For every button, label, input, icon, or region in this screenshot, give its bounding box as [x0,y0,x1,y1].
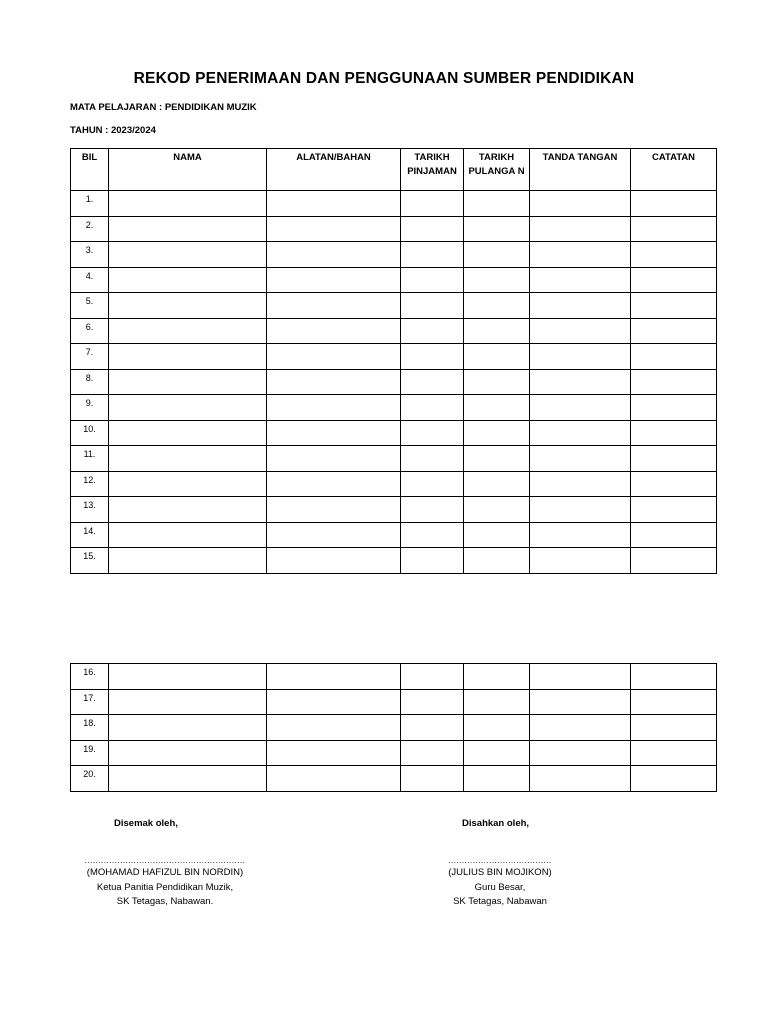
tarikh-pulangan-cell [464,446,530,472]
tarikh-pulangan-cell [464,216,530,242]
nama-cell [109,216,267,242]
approved-by-signature-line: ...................................... [448,856,552,865]
catatan-cell [631,191,717,217]
alatan-bahan-cell [267,689,401,715]
tanda-tangan-cell [530,318,631,344]
alatan-bahan-cell [267,267,401,293]
table-row [71,689,717,715]
table-row [71,344,717,370]
row-number: 16. [71,664,109,690]
alatan-bahan-cell [267,216,401,242]
table-row [71,522,717,548]
header-tarikh-pinjaman: TARIKH PINJAMAN [401,149,464,191]
tarikh-pulangan-cell [464,471,530,497]
catatan-cell [631,395,717,421]
tanda-tangan-cell [530,344,631,370]
table-row [71,420,717,446]
header-nama: NAMA [109,149,267,191]
document-title: REKOD PENERIMAAN DAN PENGGUNAAN SUMBER PENDIDIKAN [133,70,635,87]
alatan-bahan-cell [267,395,401,421]
tarikh-pulangan-cell [464,395,530,421]
tanda-tangan-cell [530,548,631,574]
alatan-bahan-cell [267,191,401,217]
alatan-bahan-cell [267,522,401,548]
tanda-tangan-cell [530,369,631,395]
tarikh-pinjaman-cell [401,395,464,421]
tanda-tangan-cell [530,766,631,792]
header-tarikh-pulangan: TARIKH PULANGA N [464,149,530,191]
table-row [71,293,717,319]
tanda-tangan-cell [530,446,631,472]
record-table-part-1 [70,148,717,574]
tarikh-pulangan-cell [464,344,530,370]
nama-cell [109,191,267,217]
tarikh-pulangan-cell [464,293,530,319]
table-row [71,715,717,741]
row-number: 20. [71,766,109,792]
catatan-cell [631,548,717,574]
tarikh-pulangan-cell [464,689,530,715]
row-number: 8. [71,369,109,395]
tanda-tangan-cell [530,267,631,293]
row-number: 14. [71,522,109,548]
alatan-bahan-cell [267,715,401,741]
record-table-part-2 [70,663,717,792]
tarikh-pinjaman-cell [401,522,464,548]
row-number: 9. [71,395,109,421]
tanda-tangan-cell [530,664,631,690]
alatan-bahan-cell [267,664,401,690]
alatan-bahan-cell [267,420,401,446]
catatan-cell [631,766,717,792]
table-row [71,664,717,690]
alatan-bahan-cell [267,446,401,472]
tarikh-pinjaman-cell [401,191,464,217]
tarikh-pinjaman-cell [401,420,464,446]
approved-by-heading: Disahkan oleh, [462,818,530,829]
tanda-tangan-cell [530,216,631,242]
tanda-tangan-cell [530,522,631,548]
catatan-cell [631,344,717,370]
table-row [71,766,717,792]
nama-cell [109,664,267,690]
tarikh-pinjaman-cell [401,293,464,319]
tanda-tangan-cell [530,471,631,497]
approved-by-position: Guru Besar, [474,881,526,893]
nama-cell [109,766,267,792]
checked-by-signature-line: ........................................................... [84,856,246,865]
row-number: 12. [71,471,109,497]
catatan-cell [631,293,717,319]
catatan-cell [631,216,717,242]
tarikh-pinjaman-cell [401,344,464,370]
tarikh-pinjaman-cell [401,766,464,792]
alatan-bahan-cell [267,548,401,574]
tarikh-pinjaman-cell [401,267,464,293]
row-number: 7. [71,344,109,370]
alatan-bahan-cell [267,497,401,523]
catatan-cell [631,318,717,344]
row-number: 13. [71,497,109,523]
nama-cell [109,420,267,446]
tanda-tangan-cell [530,293,631,319]
tarikh-pulangan-cell [464,497,530,523]
nama-cell [109,395,267,421]
catatan-cell [631,369,717,395]
alatan-bahan-cell [267,293,401,319]
row-number: 6. [71,318,109,344]
table-header-row [71,149,717,191]
subject-line: MATA PELAJARAN : PENDIDIKAN MUZIK [70,102,257,113]
tarikh-pinjaman-cell [401,664,464,690]
tarikh-pulangan-cell [464,715,530,741]
row-number: 18. [71,715,109,741]
row-number: 19. [71,740,109,766]
tanda-tangan-cell [530,395,631,421]
tarikh-pinjaman-cell [401,548,464,574]
catatan-cell [631,664,717,690]
tarikh-pulangan-cell [464,420,530,446]
tanda-tangan-cell [530,420,631,446]
nama-cell [109,715,267,741]
alatan-bahan-cell [267,318,401,344]
catatan-cell [631,715,717,741]
header-tanda-tangan: TANDA TANGAN [530,149,631,191]
table-row [71,548,717,574]
tanda-tangan-cell [530,715,631,741]
row-number: 5. [71,293,109,319]
approved-by-school: SK Tetagas, Nabawan [453,896,547,907]
checked-by-school: SK Tetagas, Nabawan. [116,896,214,907]
table-row [71,191,717,217]
nama-cell [109,497,267,523]
nama-cell [109,318,267,344]
tarikh-pulangan-cell [464,267,530,293]
nama-cell [109,522,267,548]
tanda-tangan-cell [530,740,631,766]
catatan-cell [631,446,717,472]
tarikh-pinjaman-cell [401,715,464,741]
catatan-cell [631,267,717,293]
tanda-tangan-cell [530,497,631,523]
row-number: 11. [71,446,109,472]
tarikh-pinjaman-cell [401,446,464,472]
alatan-bahan-cell [267,766,401,792]
catatan-cell [631,522,717,548]
table-row [71,446,717,472]
tarikh-pinjaman-cell [401,318,464,344]
alatan-bahan-cell [267,471,401,497]
header-alatan-bahan: ALATAN/BAHAN [267,149,401,191]
year-line: TAHUN : 2023/2024 [70,125,156,136]
tarikh-pulangan-cell [464,522,530,548]
tarikh-pinjaman-cell [401,242,464,268]
tanda-tangan-cell [530,689,631,715]
table-row [71,497,717,523]
header-catatan: CATATAN [631,149,717,191]
row-number: 3. [71,242,109,268]
tarikh-pulangan-cell [464,369,530,395]
table-row [71,318,717,344]
approved-by-name: (JULIUS BIN MOJIKON) [448,867,552,878]
nama-cell [109,548,267,574]
catatan-cell [631,471,717,497]
row-number: 17. [71,689,109,715]
nama-cell [109,242,267,268]
table-row [71,216,717,242]
nama-cell [109,293,267,319]
tarikh-pinjaman-cell [401,740,464,766]
nama-cell [109,740,267,766]
tarikh-pinjaman-cell [401,216,464,242]
catatan-cell [631,740,717,766]
table-row [71,242,717,268]
checked-by-signature-block [60,856,270,910]
tarikh-pinjaman-cell [401,689,464,715]
tarikh-pinjaman-cell [401,471,464,497]
row-number: 2. [71,216,109,242]
table-row [71,395,717,421]
tarikh-pulangan-cell [464,242,530,268]
tarikh-pinjaman-cell [401,497,464,523]
checked-by-position: Ketua Panitia Pendidikan Muzik, [96,881,234,893]
tanda-tangan-cell [530,242,631,268]
table-row [71,740,717,766]
catatan-cell [631,497,717,523]
tarikh-pinjaman-cell [401,369,464,395]
checked-by-name: (MOHAMAD HAFIZUL BIN NORDIN) [86,867,244,878]
row-number: 15. [71,548,109,574]
row-number: 10. [71,420,109,446]
row-number: 1. [71,191,109,217]
nama-cell [109,369,267,395]
tarikh-pulangan-cell [464,766,530,792]
nama-cell [109,267,267,293]
row-number: 4. [71,267,109,293]
catatan-cell [631,689,717,715]
table-row [71,369,717,395]
nama-cell [109,471,267,497]
catatan-cell [631,420,717,446]
approved-by-signature-block [420,856,580,910]
header-bil: BIL [71,149,109,191]
tarikh-pulangan-cell [464,664,530,690]
checked-by-heading: Disemak oleh, [114,818,178,829]
tarikh-pulangan-cell [464,548,530,574]
alatan-bahan-cell [267,344,401,370]
nama-cell [109,344,267,370]
catatan-cell [631,242,717,268]
nama-cell [109,446,267,472]
table-row [71,267,717,293]
table-row [71,471,717,497]
alatan-bahan-cell [267,369,401,395]
tarikh-pulangan-cell [464,318,530,344]
nama-cell [109,689,267,715]
tanda-tangan-cell [530,191,631,217]
alatan-bahan-cell [267,242,401,268]
tarikh-pulangan-cell [464,740,530,766]
tarikh-pulangan-cell [464,191,530,217]
alatan-bahan-cell [267,740,401,766]
